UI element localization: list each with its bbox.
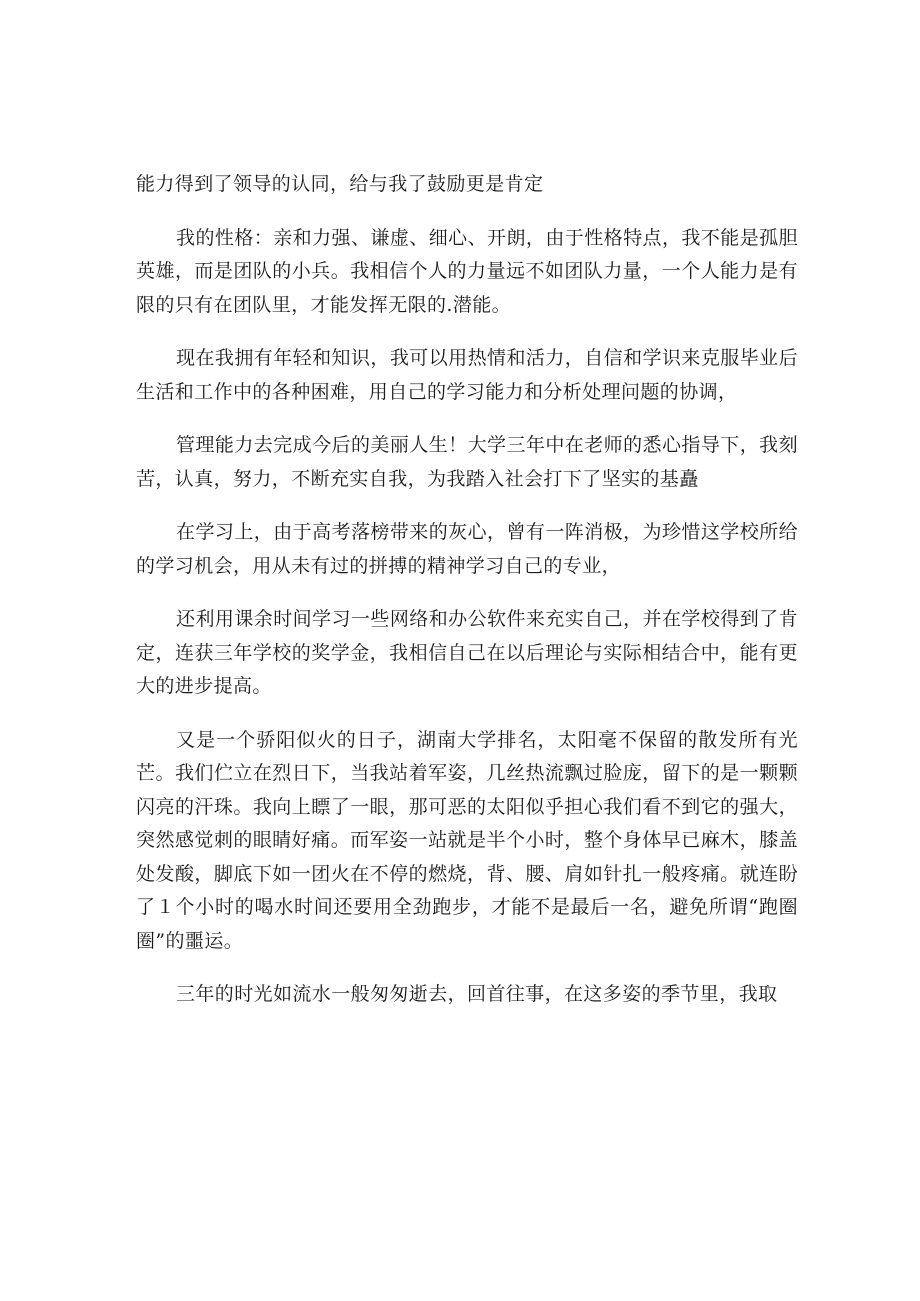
paragraph-3: 现在我拥有年轻和知识，我可以用热情和活力，自信和学识来克服毕业后生活和工作中的各种困难，用自己的学习能力和分析处理问题的协调， xyxy=(136,347,798,403)
document-body xyxy=(136,168,798,1032)
paragraph-2: 我的性格：亲和力强、谦虚、细心、开朗，由于性格特点，我不能是孤胆英雄，而是团队的小兵。我相信个人的力量远不如团队力量，一个人能力是有限的只有在团队里，才能发挥无限的.潜能。 xyxy=(136,226,798,316)
paragraph-4: 管理能力去完成今后的美丽人生！大学三年中在老师的悉心指导下，我刻苦，认真，努力，不断充实自我，为我踏入社会打下了坚实的基矗 xyxy=(136,434,798,490)
paragraph-5: 在学习上，由于高考落榜带来的灰心，曾有一阵消极，为珍惜这学校所给的学习机会，用从未有过的拼搏的精神学习自己的专业， xyxy=(136,521,798,577)
paragraph-8: 三年的时光如流水一般匆匆逝去，回首往事，在这多姿的季节里，我取 xyxy=(176,983,778,1005)
paragraph-7: 又是一个骄阳似火的日子，湖南大学排名，太阳毫不保留的散发所有光芒。我们伫立在烈日下，当我站着军姿，几丝热流飘过脸庞，留下的是一颗颗闪亮的汗珠。我向上瞟了一眼，那可恶的太阳似乎担心我们看不到它的强大，突然感觉刺的眼睛好痛。而军姿一站就是半个小时，整个身体早已麻木，膝盖处发酸，脚底下如一团火在不停的燃烧，背、腰、肩如针扎一般疼痛。就连盼了１个小时的喝水时间还要用全劲跑步，才能不是最后一名，避免所谓“跑圈圈”的噩运。 xyxy=(136,728,798,952)
paragraph-6: 还利用课余时间学习一些网络和办公软件来充实自己，并在学校得到了肯定，连获三年学校的奖学金，我相信自己在以后理论与实际相结合中，能有更大的进步提高。 xyxy=(136,608,798,697)
paragraph-1: 能力得到了领导的认同，给与我了鼓励更是肯定 xyxy=(136,173,544,195)
